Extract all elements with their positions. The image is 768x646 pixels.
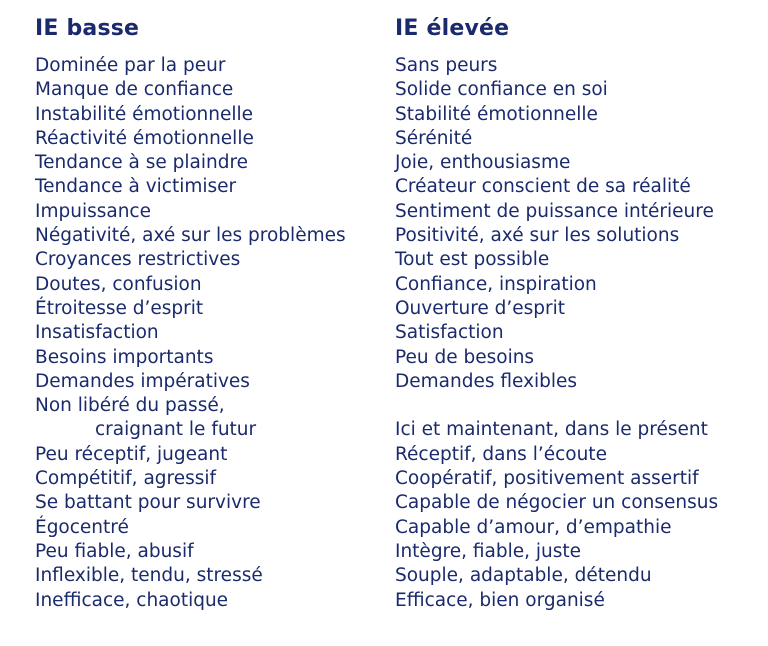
list-item: Se battant pour survivre [35, 492, 261, 514]
low-ei-column [35, 14, 390, 613]
list-item: Croyances restrictives [35, 249, 241, 271]
list-item: Coopératif, positivement assertif [395, 468, 699, 490]
list-item: Inflexible, tendu, stressé [35, 565, 263, 587]
list-item: Instabilité émotionnelle [35, 103, 254, 125]
list-item: Peu fiable, abusif [35, 540, 194, 562]
low-ei-list [35, 54, 390, 613]
list-item: Intègre, fiable, juste [395, 540, 582, 562]
list-item: Étroitesse d’esprit [35, 297, 204, 319]
list-item: Souple, adaptable, détendu [395, 565, 652, 587]
list-item: Ici et maintenant, dans le présent [395, 419, 708, 441]
list-item: Sérénité [395, 127, 473, 149]
list-item: Positivité, axé sur les solutions [395, 225, 680, 247]
list-item: Réceptif, dans l’écoute [395, 443, 607, 465]
list-item: Solide confiance en soi [395, 79, 608, 101]
list-item: Demandes impératives [35, 370, 250, 392]
list-item: Sentiment de puissance intérieure [395, 200, 714, 222]
list-item: Tendance à se plaindre [35, 152, 249, 174]
list-item: Tendance à victimiser [35, 176, 237, 198]
list-item: Ouverture d’esprit [395, 297, 566, 319]
list-item: Doutes, confusion [35, 273, 202, 295]
list-item: Négativité, axé sur les problèmes [35, 225, 346, 247]
list-item: Créateur conscient de sa réalité [395, 176, 691, 198]
list-item: Dominée par la peur [35, 55, 226, 76]
list-item: Impuissance [35, 200, 151, 222]
list-item: Satisfaction [395, 322, 504, 344]
list-item: Demandes flexibles [395, 370, 578, 392]
list-item: Tout est possible [395, 249, 550, 271]
list-item: Compétitif, agressif [35, 468, 217, 490]
list-item: Stabilité émotionnelle [395, 103, 598, 125]
list-item: Égocentré [35, 516, 129, 538]
list-item: Capable d’amour, d’empathie [395, 516, 672, 538]
high-ei-list [395, 54, 765, 613]
list-item-spacer [395, 394, 765, 418]
list-item: Besoins importants [35, 346, 214, 368]
list-item: Efficace, bien organisé [395, 589, 605, 611]
list-item: Capable de négocier un consensus [395, 492, 719, 514]
list-item-continuation: craignant le futur [95, 419, 257, 441]
high-ei-column [395, 14, 765, 613]
high-ei-header: IE élevée [395, 16, 510, 41]
list-item: Manque de confiance [35, 79, 234, 101]
list-item: Réactivité émotionnelle [35, 127, 254, 149]
list-item: Sans peurs [395, 55, 498, 76]
list-item: Peu réceptif, jugeant [35, 443, 228, 465]
list-item: Peu de besoins [395, 346, 535, 368]
list-item: Confiance, inspiration [395, 273, 597, 295]
low-ei-header: IE basse [35, 16, 140, 41]
list-item: Insatisfaction [35, 322, 159, 344]
list-item: Joie, enthousiasme [395, 152, 571, 174]
list-item: Inefficace, chaotique [35, 589, 229, 611]
list-item: Non libéré du passé, [35, 395, 225, 417]
